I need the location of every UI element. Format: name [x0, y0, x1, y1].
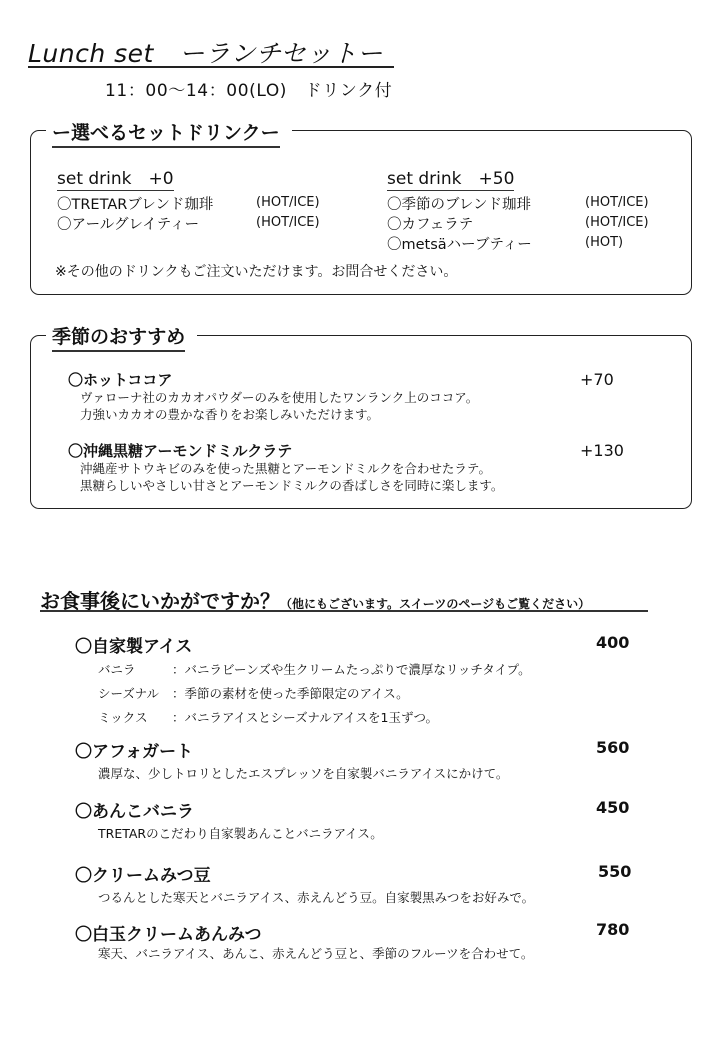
page-title: Lunch set ーランチセットー	[28, 39, 383, 68]
sweet-item-price: 400	[596, 633, 630, 652]
drink-note: (HOT/ICE)	[256, 195, 320, 210]
set-drink-group50-title-text: set drink +50	[387, 169, 515, 189]
set-drink-heading	[46, 118, 292, 145]
sweet-item-desc: 濃厚な、少しトロリとしたエスプレッソを自家製バニラアイスにかけて。	[98, 766, 509, 781]
seasonal-heading-text: 季節のおすすめ	[52, 326, 185, 352]
drink-note: (HOT/ICE)	[585, 215, 649, 230]
variant-desc: ：バニラアイスとシーズナルアイスを1玉ずつ。	[172, 710, 438, 725]
after-meal-heading-text: お食事後にいかがですか？	[40, 589, 280, 613]
seasonal-item-price: +130	[580, 441, 624, 460]
set-drink-group0-title	[57, 164, 174, 189]
drink-note: (HOT/ICE)	[256, 215, 320, 230]
sweet-item-name: 〇白玉クリームあんみつ	[75, 925, 262, 945]
variant-desc: ：季節の素材を使った季節限定のアイス。	[172, 686, 409, 701]
seasonal-heading	[46, 322, 197, 349]
sweet-item-price: 560	[596, 738, 630, 757]
variant-label: シーズナル	[98, 686, 160, 701]
seasonal-item-desc: 沖縄産サトウキビのみを使った黒糖とアーモンドミルクを合わせたラテ。	[80, 461, 492, 476]
seasonal-item-desc: 力強いカカオの豊かな香りをお楽しみいただけます。	[80, 407, 380, 422]
variant-label: ミックス	[98, 710, 148, 725]
sweet-item-price: 450	[596, 798, 630, 817]
set-drink-group0-title-text: set drink +0	[57, 169, 174, 189]
sweet-item-desc: 寒天、バニラアイス、あんこ、赤えんどう豆と、季節のフルーツを合わせて。	[98, 946, 534, 961]
seasonal-item-name: 〇沖縄黒糖アーモンドミルクラテ	[68, 442, 293, 460]
after-meal-note: （他にもございます。スイーツのページもご覧ください）	[280, 597, 591, 611]
drink-item: 〇TRETARブレンド珈琲	[57, 197, 214, 213]
variant-label: バニラ	[98, 662, 136, 677]
sweet-item-name: 〇あんこバニラ	[75, 802, 194, 822]
drink-item: 〇アールグレイティー	[57, 217, 200, 233]
drink-item: 〇metsäハーブティー	[387, 237, 532, 253]
set-drink-heading-text: ー選べるセットドリンクー	[52, 122, 280, 148]
sweet-item-name: 〇自家製アイス	[75, 637, 193, 657]
sweet-item-desc: TRETARのこだわり自家製あんことバニラアイス。	[98, 826, 383, 841]
title-underline	[28, 66, 394, 68]
sweet-item-name: 〇クリームみつ豆	[75, 866, 211, 886]
seasonal-item-desc: ヴァローナ社のカカオパウダーのみを使用したワンランク上のココア。	[80, 390, 479, 405]
set-drink-group50-title	[387, 164, 514, 189]
sweet-item-name: 〇アフォガート	[75, 742, 194, 762]
drink-note: (HOT/ICE)	[585, 195, 649, 210]
sweet-item-price: 550	[598, 862, 632, 881]
seasonal-item-desc: 黒糖らしいやさしい甘さとアーモンドミルクの香ばしさを同時に楽します。	[80, 478, 504, 493]
drink-item: 〇カフェラテ	[387, 217, 474, 233]
drink-item: 〇季節のブレンド珈琲	[387, 197, 532, 213]
sweet-item-price: 780	[596, 920, 630, 939]
drink-notice: ※その他のドリンクもご注文いただけます。お問合せください。	[55, 264, 458, 280]
sweet-item-desc: つるんとした寒天とバニラアイス、赤えんどう豆。自家製黒みつをお好みで。	[98, 890, 535, 905]
variant-desc: ：バニラビーンズや生クリームたっぷりで濃厚なリッチタイプ。	[172, 662, 531, 677]
lunch-hours: 11：00～14：00(LO) ドリンク付	[105, 81, 393, 101]
drink-note: (HOT)	[585, 235, 624, 250]
seasonal-item-price: +70	[580, 370, 614, 389]
after-meal-underline	[40, 610, 648, 612]
seasonal-item-name: 〇ホットココア	[68, 371, 173, 389]
